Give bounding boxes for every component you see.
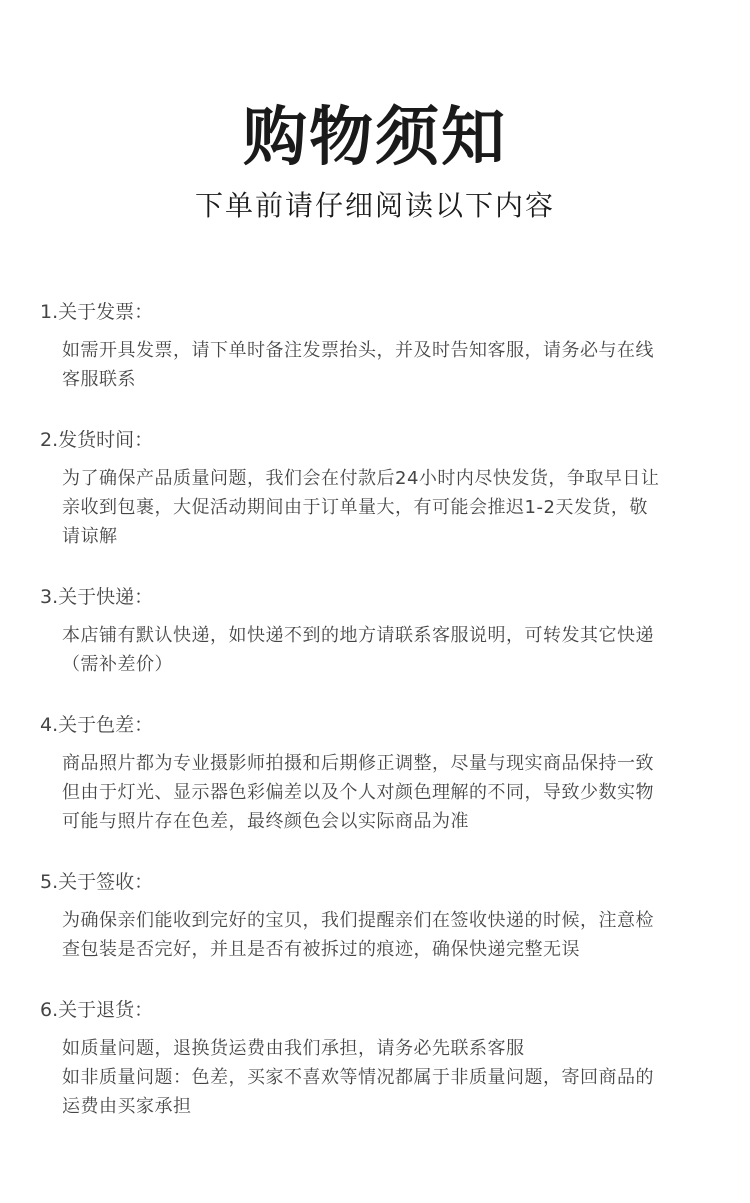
section-line: 亲收到包裹，大促活动期间由于订单量大，有可能会推迟1-2天发货，敬 — [62, 497, 648, 518]
section-body — [40, 1034, 720, 1121]
notice-sections — [40, 296, 720, 1151]
section-body — [40, 336, 720, 394]
section-body — [40, 621, 720, 679]
section-body — [40, 464, 720, 551]
section-line: 但由于灯光、显示器色彩偏差以及个人对颜色理解的不同，导致少数实物 — [62, 782, 654, 803]
section-returns — [40, 994, 720, 1121]
section-courier — [40, 581, 720, 679]
section-line: （需补差价） — [62, 654, 173, 675]
section-line: 本店铺有默认快递，如快递不到的地方请联系客服说明，可转发其它快递 — [62, 625, 654, 646]
section-color-difference — [40, 709, 720, 836]
section-line: 如质量问题，退换货运费由我们承担，请务必先联系客服 — [62, 1038, 525, 1059]
section-line: 商品照片都为专业摄影师拍摄和后期修正调整，尽量与现实商品保持一致 — [62, 753, 654, 774]
section-line: 客服联系 — [62, 369, 136, 390]
section-line: 为确保亲们能收到完好的宝贝，我们提醒亲们在签收快递的时候，注意检 — [62, 910, 654, 931]
section-heading: 2.发货时间： — [40, 429, 154, 451]
section-signing — [40, 866, 720, 964]
page-title: 购物须知 — [243, 101, 507, 175]
section-body — [40, 749, 720, 836]
section-invoice — [40, 296, 720, 394]
section-heading: 5.关于签收： — [40, 871, 154, 893]
section-line: 如需开具发票，请下单时备注发票抬头，并及时告知客服，请务必与在线 — [62, 340, 654, 361]
section-line: 运费由买家承担 — [62, 1096, 192, 1117]
section-heading: 1.关于发票： — [40, 301, 154, 323]
section-line: 为了确保产品质量问题，我们会在付款后24小时内尽快发货，争取早日让 — [62, 468, 660, 489]
section-line: 请谅解 — [62, 526, 118, 547]
section-heading: 6.关于退货： — [40, 999, 154, 1021]
section-heading: 4.关于色差： — [40, 714, 154, 736]
section-line: 如非质量问题：色差，买家不喜欢等情况都属于非质量问题，寄回商品的 — [62, 1067, 654, 1088]
section-body — [40, 906, 720, 964]
section-heading: 3.关于快递： — [40, 586, 154, 608]
page-subtitle: 下单前请仔细阅读以下内容 — [194, 189, 555, 222]
section-line: 查包装是否完好，并且是否有被拆过的痕迹，确保快递完整无误 — [62, 939, 580, 960]
section-line: 可能与照片存在色差，最终颜色会以实际商品为准 — [62, 811, 469, 832]
section-shipping-time — [40, 424, 720, 551]
